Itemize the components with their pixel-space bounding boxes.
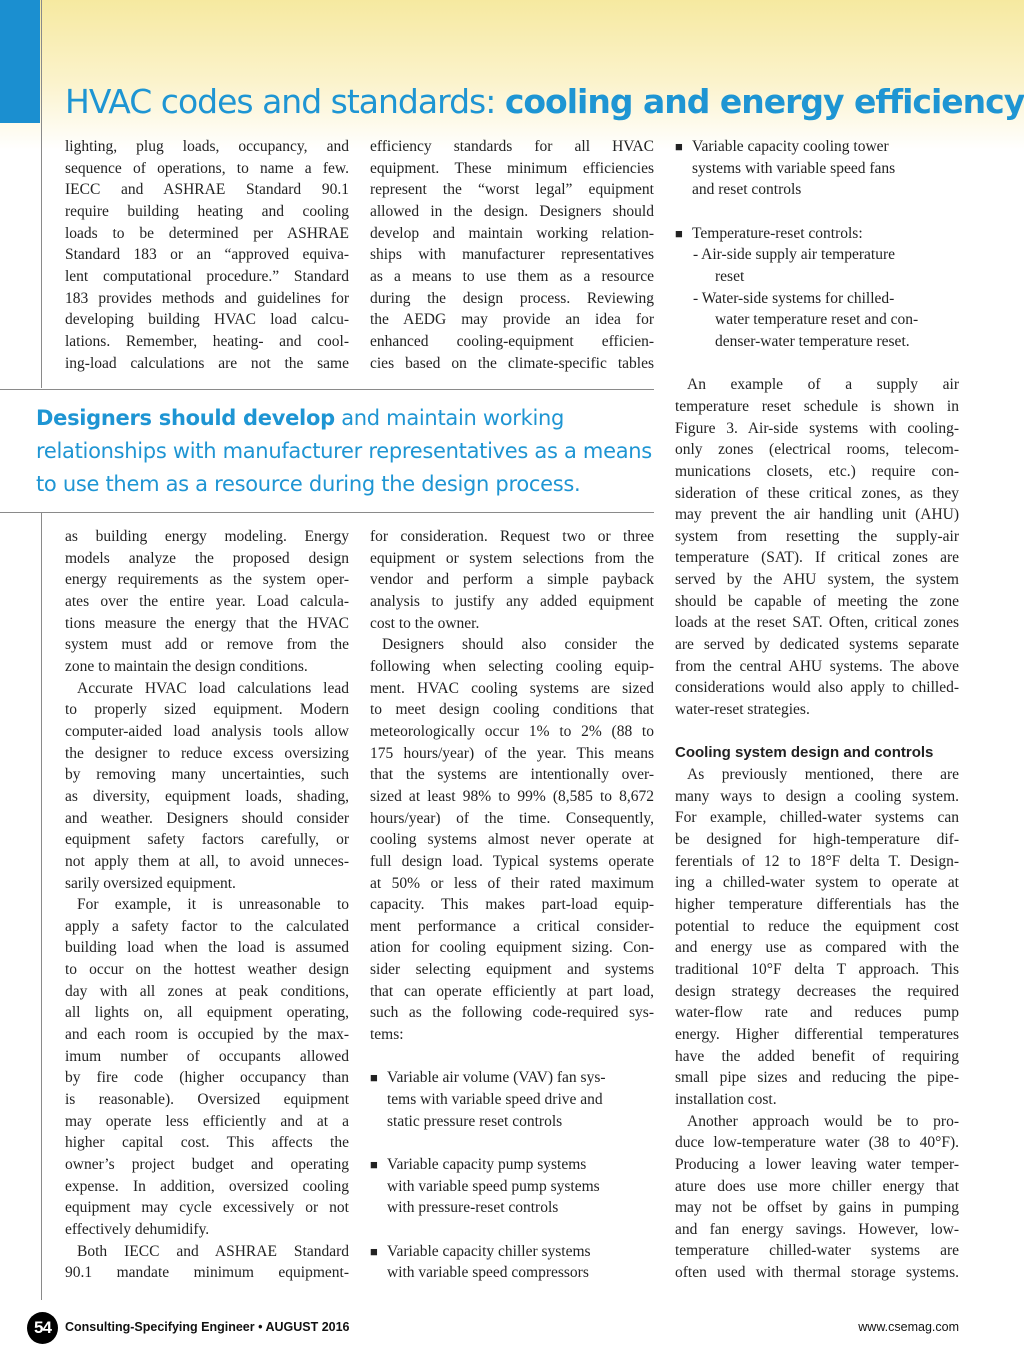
text-line: require building heating and cooling bbox=[65, 202, 349, 220]
text-line: lent computational procedure.” Standard bbox=[65, 267, 349, 285]
text-line: reset bbox=[715, 267, 745, 285]
text-line: temperature chilled-water systems are bbox=[675, 1242, 959, 1260]
bullet-text: Variable capacity cooling tower bbox=[692, 138, 889, 155]
text-line: from the central AHU systems. The above bbox=[675, 657, 959, 675]
text-line: develop and maintain working relation- bbox=[370, 224, 654, 242]
bullet-item bbox=[675, 223, 959, 245]
text-line: may operate less efficiently and at a bbox=[65, 1112, 349, 1130]
text-line bbox=[370, 1046, 654, 1068]
text-line: sarily oversized equipment. bbox=[65, 874, 236, 892]
text-line: temperature (SAT). If critical zones are bbox=[675, 549, 959, 567]
text-line: 175 hours/year) of the year. This means bbox=[370, 744, 654, 762]
text-line: for consideration. Request two or three bbox=[370, 528, 654, 545]
text-line: 90.1 mandate minimum equipment- bbox=[65, 1264, 349, 1282]
column-1-bottom bbox=[65, 526, 349, 1284]
text-line: all lights on, all equipment operating, bbox=[65, 1004, 349, 1022]
text-line: IECC and ASHRAE Standard 90.1 bbox=[65, 181, 349, 199]
text-line bbox=[675, 201, 959, 223]
text-line: zone to maintain the design conditions. bbox=[65, 657, 308, 675]
column-2-bottom bbox=[370, 526, 654, 1284]
bullet-item bbox=[370, 1067, 654, 1089]
text-line: Standard 183 or an “approved equiva- bbox=[65, 246, 349, 264]
text-line: equipment or system selections from the bbox=[370, 549, 654, 567]
text-line: during the design process. Reviewing bbox=[370, 289, 654, 307]
text-line: water temperature reset and con- bbox=[715, 311, 919, 329]
text-line: as building energy modeling. Energy bbox=[65, 528, 349, 545]
page-number: 54 bbox=[27, 1312, 58, 1344]
text-line: as a means to use them as a resource bbox=[370, 267, 654, 285]
text-line: that can operate efficiently at part load, bbox=[370, 982, 654, 1000]
text-line: denser-water temperature reset. bbox=[715, 332, 910, 350]
text-line: ing-load calculations are not the same bbox=[65, 354, 349, 372]
text-line: - Air-side supply air temperature bbox=[693, 246, 895, 264]
text-line: the designer to reduce excess oversizing bbox=[65, 744, 349, 762]
text-line: many ways to design a cooling system. bbox=[675, 787, 959, 805]
bullet-square-icon: ■ bbox=[370, 1157, 378, 1173]
text-line: full design load. Typical systems operate bbox=[370, 852, 654, 870]
text-line: water-reset strategies. bbox=[675, 701, 810, 719]
website-link[interactable]: www.csemag.com bbox=[858, 1320, 959, 1334]
text-line: meteorologically occur 1% to 2% (88 to bbox=[370, 722, 654, 740]
pull-quote-text: relationships with manufacturer representatives as a means bbox=[36, 439, 652, 463]
pull-quote-bottom-rule bbox=[0, 512, 654, 513]
text-line: models analyze the proposed design bbox=[65, 549, 349, 567]
column-2-top bbox=[370, 136, 654, 374]
text-line: sideration of these critical zones, as they bbox=[675, 484, 959, 502]
margin-rule bbox=[41, 0, 42, 388]
text-line: served by the AHU system, the system bbox=[675, 571, 959, 589]
text-line: capacity. This makes part-load equip- bbox=[370, 896, 654, 914]
text-line: Figure 3. Air-side systems with cooling- bbox=[675, 419, 959, 437]
text-line: vendor and perform a simple payback bbox=[370, 571, 654, 589]
text-line: equipment. These minimum efficiencies bbox=[370, 159, 654, 177]
page-title bbox=[65, 82, 1024, 121]
text-line: Producing a lower leaving water temper- bbox=[675, 1155, 959, 1173]
text-line: ment performance a critical consider- bbox=[370, 917, 654, 935]
text-line: tems with variable speed drive and bbox=[387, 1091, 603, 1109]
text-line: such as the following code-required sys- bbox=[370, 1004, 654, 1022]
text-line: ation for cooling equipment sizing. Con- bbox=[370, 939, 654, 957]
text-line: equipment safety factors carefully, or bbox=[65, 831, 349, 849]
text-line: to properly sized equipment. Modern bbox=[65, 701, 349, 719]
column-3 bbox=[675, 136, 959, 1284]
text-line: enhanced cooling-equipment efficien- bbox=[370, 332, 654, 350]
text-line: As previously mentioned, there are bbox=[687, 766, 959, 784]
text-line: to occur on the hottest weather design bbox=[65, 961, 349, 979]
pull-quote-text: to use them as a resource during the design process. bbox=[36, 472, 581, 496]
text-line: ferentials of 12 to 18°F delta T. Design- bbox=[675, 852, 959, 870]
text-line: For example, chilled-water systems can bbox=[675, 809, 959, 827]
bullet-square-icon: ■ bbox=[370, 1070, 378, 1086]
text-line: system from resetting the supply-air bbox=[675, 527, 959, 545]
text-line: - Water-side systems for chilled- bbox=[693, 289, 895, 307]
text-line: cies based on the climate-specific tables bbox=[370, 354, 654, 372]
section-heading: Cooling system design and controls bbox=[675, 744, 934, 762]
text-line: that the systems are intentionally over- bbox=[370, 766, 654, 784]
pull-quote bbox=[36, 402, 656, 501]
text-line: For example, it is unreasonable to bbox=[77, 896, 349, 914]
text-line: day with all zones at peak conditions, bbox=[65, 982, 349, 1000]
text-line: building load when the load is assumed bbox=[65, 939, 349, 957]
text-line: traditional 10°F delta T approach. This bbox=[675, 960, 959, 978]
text-line: and fan energy savings. However, low- bbox=[675, 1220, 959, 1238]
column-1-top bbox=[65, 136, 349, 374]
text-line: computer-aided load analysis tools allow bbox=[65, 722, 349, 740]
text-line: with variable speed pump systems bbox=[387, 1177, 600, 1195]
text-line: developing building HVAC load calcu- bbox=[65, 311, 349, 329]
text-line: small pipe sizes and reducing the pipe- bbox=[675, 1069, 959, 1087]
text-line: apply a safety factor to the calculated bbox=[65, 917, 349, 935]
text-line: lations. Remember, heating- and cool- bbox=[65, 332, 349, 350]
bullet-item bbox=[675, 136, 959, 158]
text-line: have the added benefit of requiring bbox=[675, 1047, 959, 1065]
text-line: effectively dehumidify. bbox=[65, 1221, 210, 1238]
text-line: are served by dedicated systems separate bbox=[675, 636, 959, 654]
text-line: An example of a supply air bbox=[687, 376, 959, 394]
text-line: with pressure-reset controls bbox=[387, 1199, 559, 1217]
text-line: by removing many uncertainties, such bbox=[65, 766, 349, 784]
bullet-item bbox=[370, 1154, 654, 1176]
pull-quote-text: and maintain working bbox=[334, 406, 565, 430]
text-line: should be capable of meeting the zone bbox=[675, 592, 959, 610]
text-line: installation cost. bbox=[675, 1090, 777, 1108]
text-line: sequence of operations, to name a few. bbox=[65, 159, 349, 177]
text-line: represent the “worst legal” equipment bbox=[370, 181, 654, 199]
text-line: ates over the entire year. Load calcula- bbox=[65, 592, 349, 610]
text-line: water-flow rate and reduces pump bbox=[675, 1004, 959, 1022]
text-line: hours/year) of the time. Consequently, bbox=[370, 809, 654, 827]
text-line: higher capital cost. This affects the bbox=[65, 1134, 349, 1152]
bullet-text: Variable capacity pump systems bbox=[387, 1156, 587, 1174]
bullet-item bbox=[370, 1241, 654, 1263]
text-line: owner’s project budget and operating bbox=[65, 1156, 349, 1174]
text-line: be designed for high-temperature dif- bbox=[675, 831, 959, 848]
text-line: ature does use more chiller energy that bbox=[675, 1177, 959, 1195]
text-line: equipment may cycle excessively or not bbox=[65, 1199, 349, 1217]
text-line: considerations would also apply to chilled- bbox=[675, 679, 959, 697]
bullet-text: Variable capacity chiller systems bbox=[387, 1242, 591, 1260]
text-line: and reset controls bbox=[692, 181, 802, 199]
text-line: cost to the owner. bbox=[370, 614, 480, 632]
text-line: higher temperature differentials has the bbox=[675, 895, 959, 913]
text-line: following when selecting cooling equip- bbox=[370, 657, 654, 675]
text-line: Another approach would be to pro- bbox=[687, 1112, 959, 1130]
text-line: expense. In addition, oversized cooling bbox=[65, 1177, 349, 1195]
text-line bbox=[675, 353, 959, 375]
bullet-square-icon: ■ bbox=[675, 139, 683, 154]
text-line: munications closets, etc.) require con- bbox=[675, 462, 959, 480]
text-line: may not be offset by gains in pumping bbox=[675, 1199, 959, 1217]
text-line: imum number of occupants allowed bbox=[65, 1047, 349, 1065]
text-line: lighting, plug loads, occupancy, and bbox=[65, 138, 349, 155]
text-line: as diversity, equipment loads, shading, bbox=[65, 787, 349, 805]
text-line: system must add or remove from the bbox=[65, 636, 349, 654]
text-line: Accurate HVAC load calculations lead bbox=[77, 679, 349, 697]
text-line: tions measure the energy that the HVAC bbox=[65, 614, 349, 632]
text-line: energy. Higher differential temperatures bbox=[675, 1025, 959, 1043]
text-line: 183 provides methods and guidelines for bbox=[65, 289, 349, 307]
text-line: cooling systems almost never operate at bbox=[370, 831, 654, 849]
text-line: systems with variable speed fans bbox=[692, 159, 896, 177]
text-line: potential to reduce the equipment cost bbox=[675, 917, 959, 935]
margin-rule bbox=[41, 513, 42, 1300]
text-line bbox=[675, 721, 959, 743]
text-line: ment. HVAC cooling systems are sized bbox=[370, 679, 654, 697]
text-line bbox=[370, 1219, 654, 1241]
pull-quote-top-rule bbox=[0, 389, 654, 390]
text-line: at 50% or less of their rated maximum bbox=[370, 874, 654, 892]
publication-line: Consulting-Specifying Engineer • AUGUST 2016 bbox=[65, 1320, 350, 1334]
text-line: Designers should also consider the bbox=[382, 636, 654, 654]
text-line: and each room is occupied by the max- bbox=[65, 1026, 349, 1044]
text-line: sized at least 98% to 99% (8,585 to 8,672 bbox=[370, 787, 654, 805]
text-line: allowed in the design. Designers should bbox=[370, 202, 654, 220]
text-line: ing a chilled-water system to operate at bbox=[675, 874, 959, 892]
header-band bbox=[0, 0, 1024, 150]
text-line: loads to be determined per ASHRAE bbox=[65, 224, 349, 242]
text-line: to meet design cooling conditions that bbox=[370, 701, 654, 719]
text-line: often used with thermal storage systems. bbox=[675, 1264, 959, 1282]
text-line: design strategy decreases the required bbox=[675, 982, 959, 1000]
text-line: sider selecting equipment and systems bbox=[370, 961, 654, 979]
text-line: ships with manufacturer representatives bbox=[370, 246, 654, 264]
text-line: efficiency standards for all HVAC bbox=[370, 138, 654, 155]
text-line: by fire code (higher occupancy than bbox=[65, 1069, 349, 1087]
text-line: only zones (electrical rooms, telecom- bbox=[675, 441, 959, 459]
accent-bar bbox=[0, 0, 40, 123]
text-line: not apply them at all, to avoid unneces- bbox=[65, 852, 349, 870]
text-line: and energy use as compared with the bbox=[675, 939, 959, 957]
title-light: HVAC codes and standards: bbox=[65, 82, 505, 122]
text-line: the AEDG may provide an idea for bbox=[370, 311, 654, 329]
text-line: analysis to justify any added equipment bbox=[370, 592, 654, 610]
text-line: tems: bbox=[370, 1026, 404, 1044]
text-line: duce low-temperature water (38 to 40°F). bbox=[675, 1134, 959, 1152]
text-line: temperature reset schedule is shown in bbox=[675, 397, 959, 415]
text-line: with variable speed compressors bbox=[387, 1264, 589, 1282]
bullet-text: Variable air volume (VAV) fan sys- bbox=[387, 1069, 606, 1087]
bullet-square-icon: ■ bbox=[675, 225, 683, 241]
text-line: and weather. Designers should consider bbox=[65, 809, 349, 827]
bullet-text: Temperature-reset controls: bbox=[692, 224, 863, 242]
text-line: may prevent the air handling unit (AHU) bbox=[675, 506, 959, 524]
text-line: Both IECC and ASHRAE Standard bbox=[77, 1242, 349, 1260]
text-line: loads at the reset SAT. Often, critical zones bbox=[675, 614, 959, 632]
bullet-square-icon: ■ bbox=[370, 1243, 378, 1259]
text-line: energy requirements as the system oper- bbox=[65, 571, 349, 589]
text-line: is reasonable). Oversized equipment bbox=[65, 1091, 349, 1109]
text-line bbox=[370, 1132, 654, 1154]
text-line: static pressure reset controls bbox=[387, 1112, 563, 1130]
title-bold: cooling and energy efficiency bbox=[504, 82, 1024, 122]
pull-quote-bold: Designers should develop bbox=[36, 406, 335, 430]
